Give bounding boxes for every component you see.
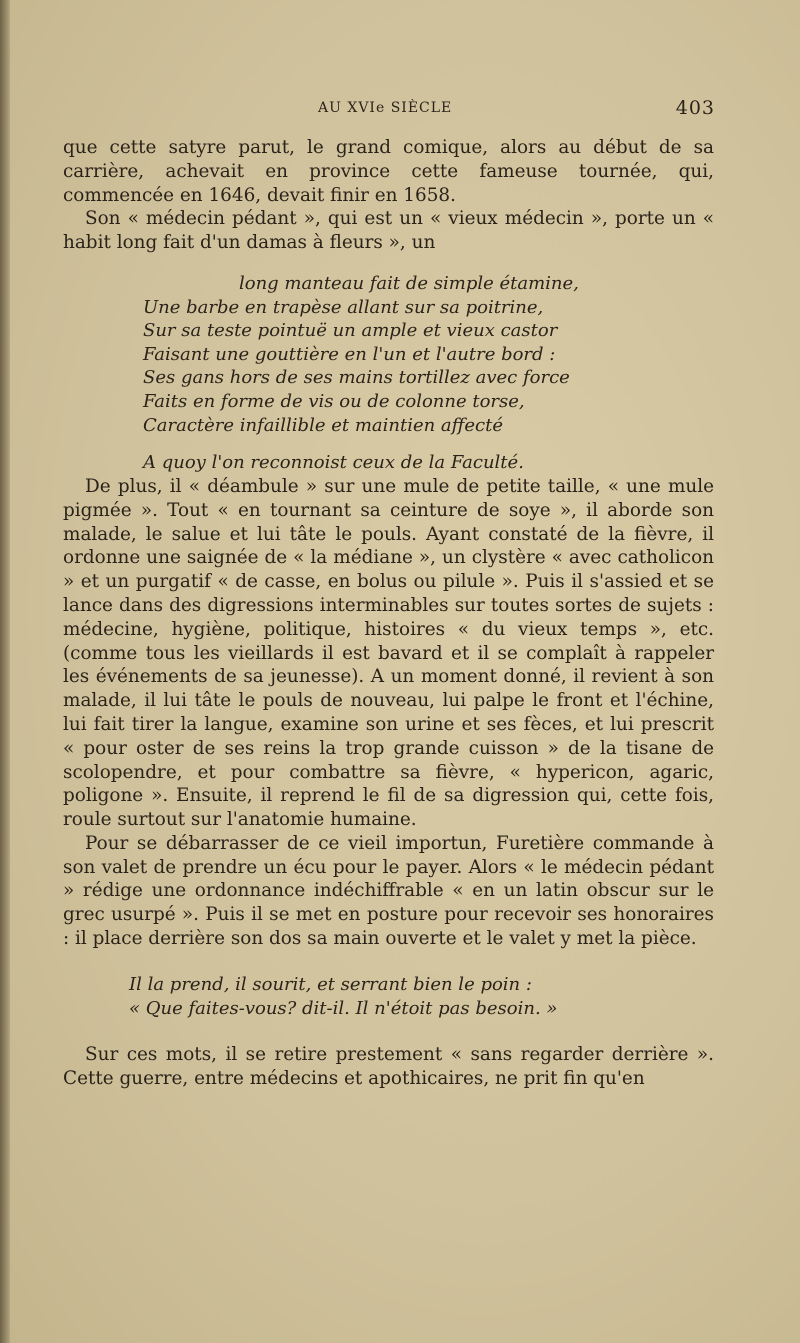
running-head: AU XVIe SIÈCLE (318, 100, 453, 116)
verse-line: Sur sa teste pointuë un ample et vieux castor (143, 320, 558, 342)
verse-quote-1 (63, 272, 714, 437)
paragraph-5: Sur ces mots, il se retire prestement « sans regarder derrière ». Cette guerre, entre médecins et apothicaires, ne prit fin qu'en (63, 1043, 714, 1089)
book-spine-edge (0, 0, 10, 1343)
verse-line: Caractère infaillible et maintien affecté (143, 414, 504, 436)
verse-line-final: A quoy l'on reconnoist ceux de la Faculté. (143, 452, 524, 474)
verse-line: Il la prend, il sourit, et serrant bien le poin : (129, 973, 532, 995)
paragraph-3: De plus, il « déambule » sur une mule de petite taille, « une mule pigmée ». Tout « en tournant sa ceinture de soye », il aborde son malade, le salue et lui tâte le pouls. Ayant constaté de la fièvre, il ordonne une saignée de « la médiane », un clystère « avec catholicon » et un purgatif « de casse, en bolus ou pilule ». Puis il s'assied et se lance dans des digressions interminables sur toutes sortes de sujets : médecine, hygiène, politique, histoires « du vieux temps », etc. (comme tous les vieillards il est bavard et il se complaît à rappeler les événements de sa jeunesse). A un moment donné, il revient à son malade, il lui tâte le pouls de nouveau, lui palpe le front et l'échine, lui fait tirer la langue, examine son urine et ses fèces, et lui prescrit « pour oster de ses reins la trop grande cuisson » de la tisane de scolopendre, et pour combattre sa fièvre, « hypericon, agaric, poligone ». Ensuite, il reprend le fil de sa digression qui, cette fois, roule surtout sur l'anatomie humaine. (63, 475, 714, 831)
verse-line: long manteau fait de simple étamine, (239, 272, 579, 294)
page-header (310, 97, 715, 121)
verse-quote-2 (63, 973, 714, 1021)
book-page (10, 0, 800, 1343)
verse-line: Faisant une gouttière en l'un et l'autre bord : (143, 343, 556, 365)
verse-line: Une barbe en trapèse allant sur sa poitrine, (143, 296, 544, 318)
paragraph-2: Son « médecin pédant », qui est un « vieux médecin », porte un « habit long fait d'un damas à fleurs », un (63, 208, 714, 254)
verse-line: Ses gans hors de ses mains tortillez avec force (143, 367, 570, 389)
paragraph-4: Pour se débarrasser de ce vieil importun, Furetière commande à son valet de prendre un écu pour le payer. Alors « le médecin pédant » rédige une ordonnance indéchiffrable « en un latin obscur sur le grec usurpé ». Puis il se met en posture pour recevoir ses honoraires : il place derrière son dos sa main ouverte et le valet y met la pièce. (63, 832, 714, 950)
paragraph-1: que cette satyre parut, le grand comique, alors au début de sa carrière, achevait en province cette fameuse tournée, qui, commencée en 1646, devait finir en 1658. (63, 137, 714, 206)
body-text (63, 136, 714, 1090)
verse-line: « Que faites-vous? dit-il. Il n'étoit pas besoin. » (129, 997, 558, 1019)
verse-line: Faits en forme de vis ou de colonne torse, (143, 390, 525, 412)
page-number: 403 (675, 97, 715, 119)
